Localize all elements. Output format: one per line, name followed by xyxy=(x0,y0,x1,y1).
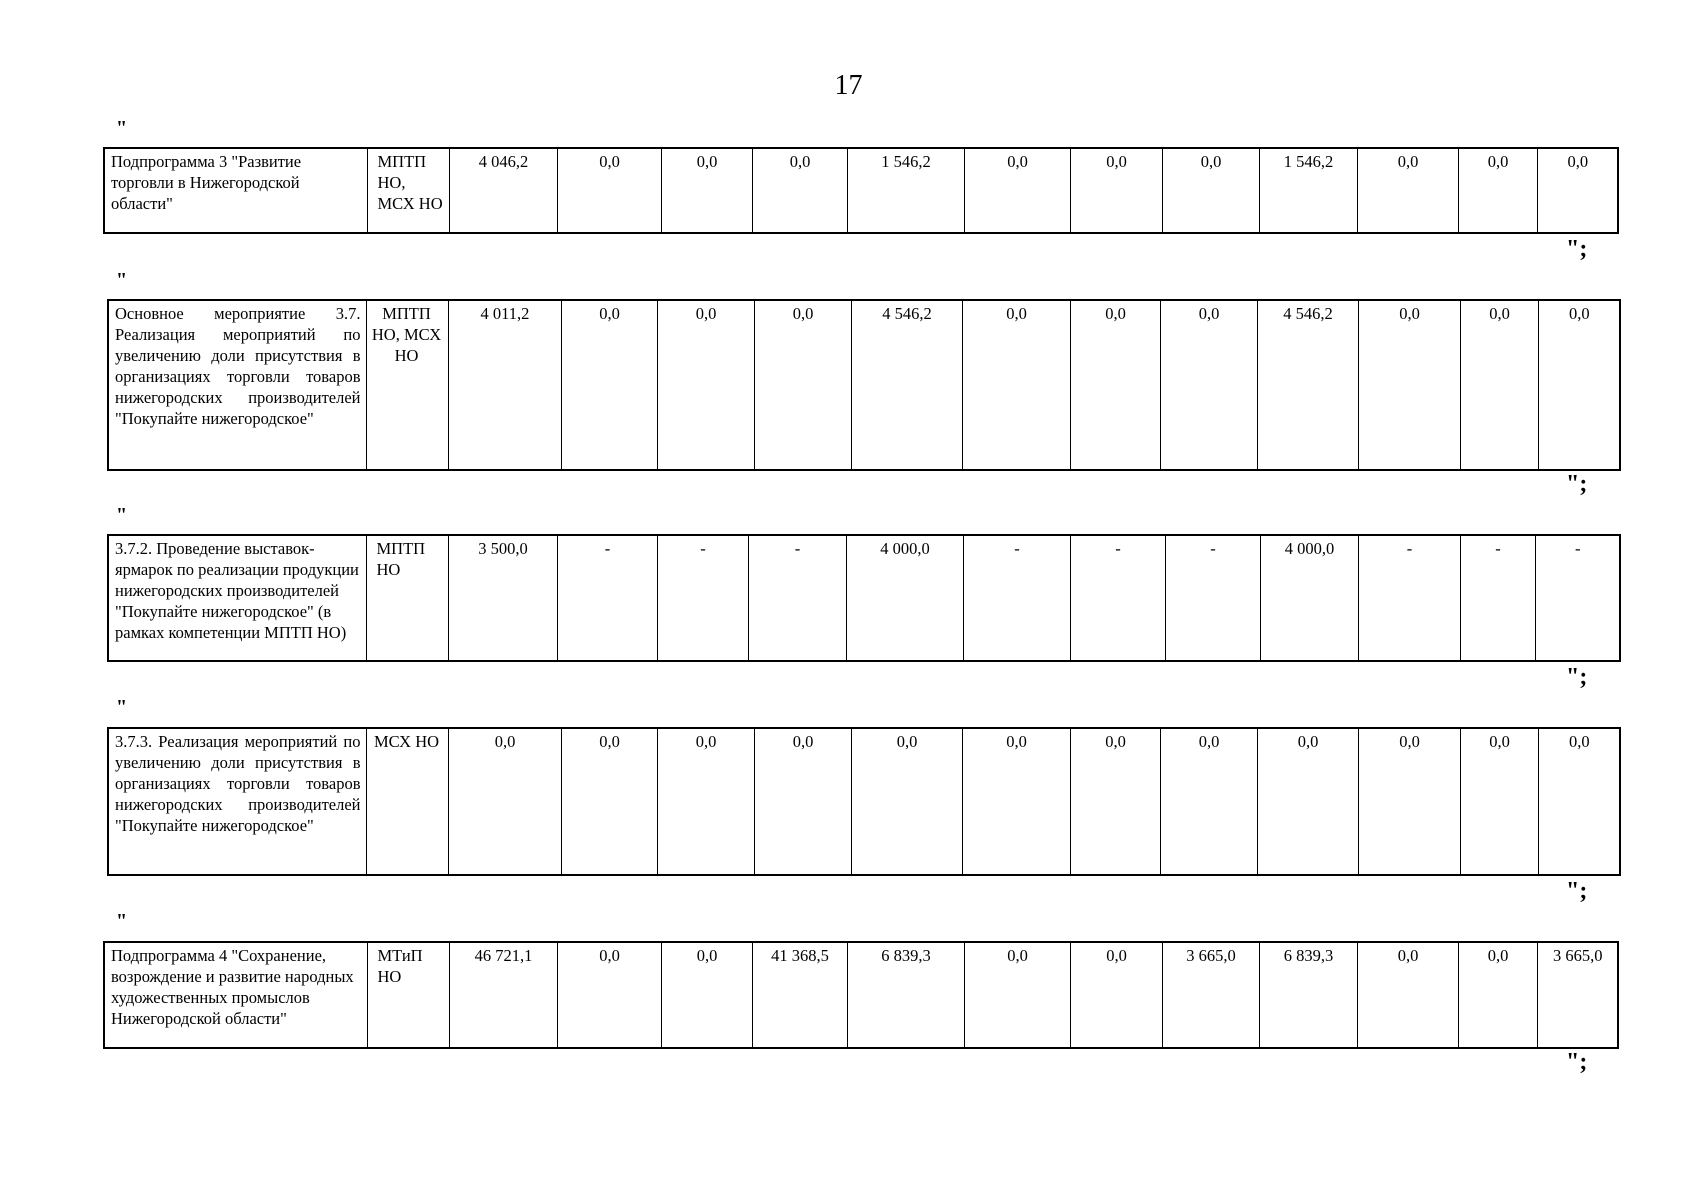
executor-cell: МТиП НО xyxy=(367,942,449,1048)
value-cell: 0,0 xyxy=(1162,148,1259,233)
executor-cell: МПТП НО xyxy=(366,535,448,661)
value-cell: - xyxy=(557,535,657,661)
value-cell: 0,0 xyxy=(657,300,754,470)
value-cell: 0,0 xyxy=(1538,728,1620,875)
executor-cell: МСХ НО xyxy=(366,728,448,875)
value-cell: 0,0 xyxy=(1257,728,1358,875)
closing-quote: "; xyxy=(1566,664,1588,690)
opening-quote: " xyxy=(116,910,128,932)
value-cell: 3 665,0 xyxy=(1537,942,1618,1048)
table-row xyxy=(108,728,1620,875)
value-cell: 0,0 xyxy=(1460,728,1538,875)
value-cell: 0,0 xyxy=(754,728,851,875)
value-cell: 0,0 xyxy=(962,728,1070,875)
value-cell: 41 368,5 xyxy=(752,942,847,1048)
budget-table-activity-3-7 xyxy=(107,299,1621,471)
value-cell: 0,0 xyxy=(1358,300,1460,470)
value-cell: 0,0 xyxy=(661,942,752,1048)
value-cell: 0,0 xyxy=(448,728,561,875)
value-cell: 4 000,0 xyxy=(846,535,963,661)
executor-cell: МПТП НО, МСХ НО xyxy=(367,148,449,233)
value-cell: 4 011,2 xyxy=(448,300,561,470)
value-cell: 6 839,3 xyxy=(1259,942,1357,1048)
closing-quote: "; xyxy=(1566,236,1588,262)
value-cell: 0,0 xyxy=(561,728,657,875)
program-name-cell: Подпрограмма 3 "Развитие торговли в Нижегородской области" xyxy=(104,148,367,233)
table-row xyxy=(108,300,1620,470)
budget-table-activity-3-7-2 xyxy=(107,534,1621,662)
value-cell: 0,0 xyxy=(962,300,1070,470)
value-cell: 4 046,2 xyxy=(449,148,557,233)
program-name-cell: 3.7.2. Проведение выставок-ярмарок по реализации продукции нижегородских производителей "Покупайте нижегородское" (в рамках компетенции МПТП НО) xyxy=(108,535,366,661)
program-name-cell: 3.7.3. Реализация мероприятий по увеличению доли присутствия в организациях торговли товаров нижегородских производителей "Покупайте нижегородское" xyxy=(108,728,366,875)
table-row xyxy=(108,535,1620,661)
value-cell: 0,0 xyxy=(1160,728,1257,875)
value-cell: - xyxy=(1070,535,1165,661)
value-cell: 3 665,0 xyxy=(1162,942,1259,1048)
closing-quote: "; xyxy=(1566,878,1588,904)
budget-table-subprogram-4 xyxy=(103,941,1619,1049)
value-cell: 1 546,2 xyxy=(1259,148,1357,233)
value-cell: 0,0 xyxy=(964,148,1070,233)
value-cell: 0,0 xyxy=(1538,300,1620,470)
value-cell: 1 546,2 xyxy=(847,148,964,233)
value-cell: 0,0 xyxy=(1070,728,1160,875)
value-cell: 0,0 xyxy=(657,728,754,875)
value-cell: 0,0 xyxy=(1070,300,1160,470)
value-cell: - xyxy=(963,535,1070,661)
closing-quote: "; xyxy=(1566,1049,1588,1075)
opening-quote: " xyxy=(116,117,128,139)
executor-cell: МПТП НО, МСХ НО xyxy=(366,300,448,470)
value-cell: 0,0 xyxy=(1070,148,1162,233)
program-name-cell: Подпрограмма 4 "Сохранение, возрождение и развитие народных художественных промыслов Нижегородской области" xyxy=(104,942,367,1048)
opening-quote: " xyxy=(116,504,128,526)
value-cell: 46 721,1 xyxy=(449,942,557,1048)
table-row xyxy=(104,942,1618,1048)
value-cell: 0,0 xyxy=(1358,728,1460,875)
value-cell: 0,0 xyxy=(1357,942,1458,1048)
value-cell: 0,0 xyxy=(1460,300,1538,470)
value-cell: 0,0 xyxy=(1070,942,1162,1048)
value-cell: 6 839,3 xyxy=(847,942,964,1048)
opening-quote: " xyxy=(116,269,128,291)
value-cell: 0,0 xyxy=(561,300,657,470)
value-cell: 3 500,0 xyxy=(448,535,557,661)
value-cell: 4 000,0 xyxy=(1260,535,1358,661)
opening-quote: " xyxy=(116,696,128,718)
budget-table-activity-3-7-3 xyxy=(107,727,1621,876)
value-cell: 4 546,2 xyxy=(851,300,962,470)
value-cell: 0,0 xyxy=(1160,300,1257,470)
value-cell: - xyxy=(1460,535,1535,661)
budget-table-subprogram-3 xyxy=(103,147,1619,234)
value-cell: - xyxy=(1358,535,1460,661)
value-cell: 4 546,2 xyxy=(1257,300,1358,470)
value-cell: - xyxy=(1165,535,1260,661)
value-cell: 0,0 xyxy=(661,148,752,233)
value-cell: - xyxy=(1535,535,1620,661)
value-cell: - xyxy=(748,535,846,661)
value-cell: 0,0 xyxy=(1537,148,1618,233)
program-name-cell: Основное мероприятие 3.7. Реализация мероприятий по увеличению доли присутствия в организациях торговли товаров нижегородских производителей "Покупайте нижегородское" xyxy=(108,300,366,470)
value-cell: 0,0 xyxy=(964,942,1070,1048)
value-cell: 0,0 xyxy=(557,942,661,1048)
value-cell: 0,0 xyxy=(557,148,661,233)
value-cell: 0,0 xyxy=(1458,942,1537,1048)
value-cell: 0,0 xyxy=(754,300,851,470)
value-cell: - xyxy=(657,535,748,661)
value-cell: 0,0 xyxy=(1458,148,1537,233)
value-cell: 0,0 xyxy=(1357,148,1458,233)
table-row xyxy=(104,148,1618,233)
page-number: 17 xyxy=(834,70,863,101)
closing-quote: "; xyxy=(1566,471,1588,497)
value-cell: 0,0 xyxy=(752,148,847,233)
value-cell: 0,0 xyxy=(851,728,962,875)
